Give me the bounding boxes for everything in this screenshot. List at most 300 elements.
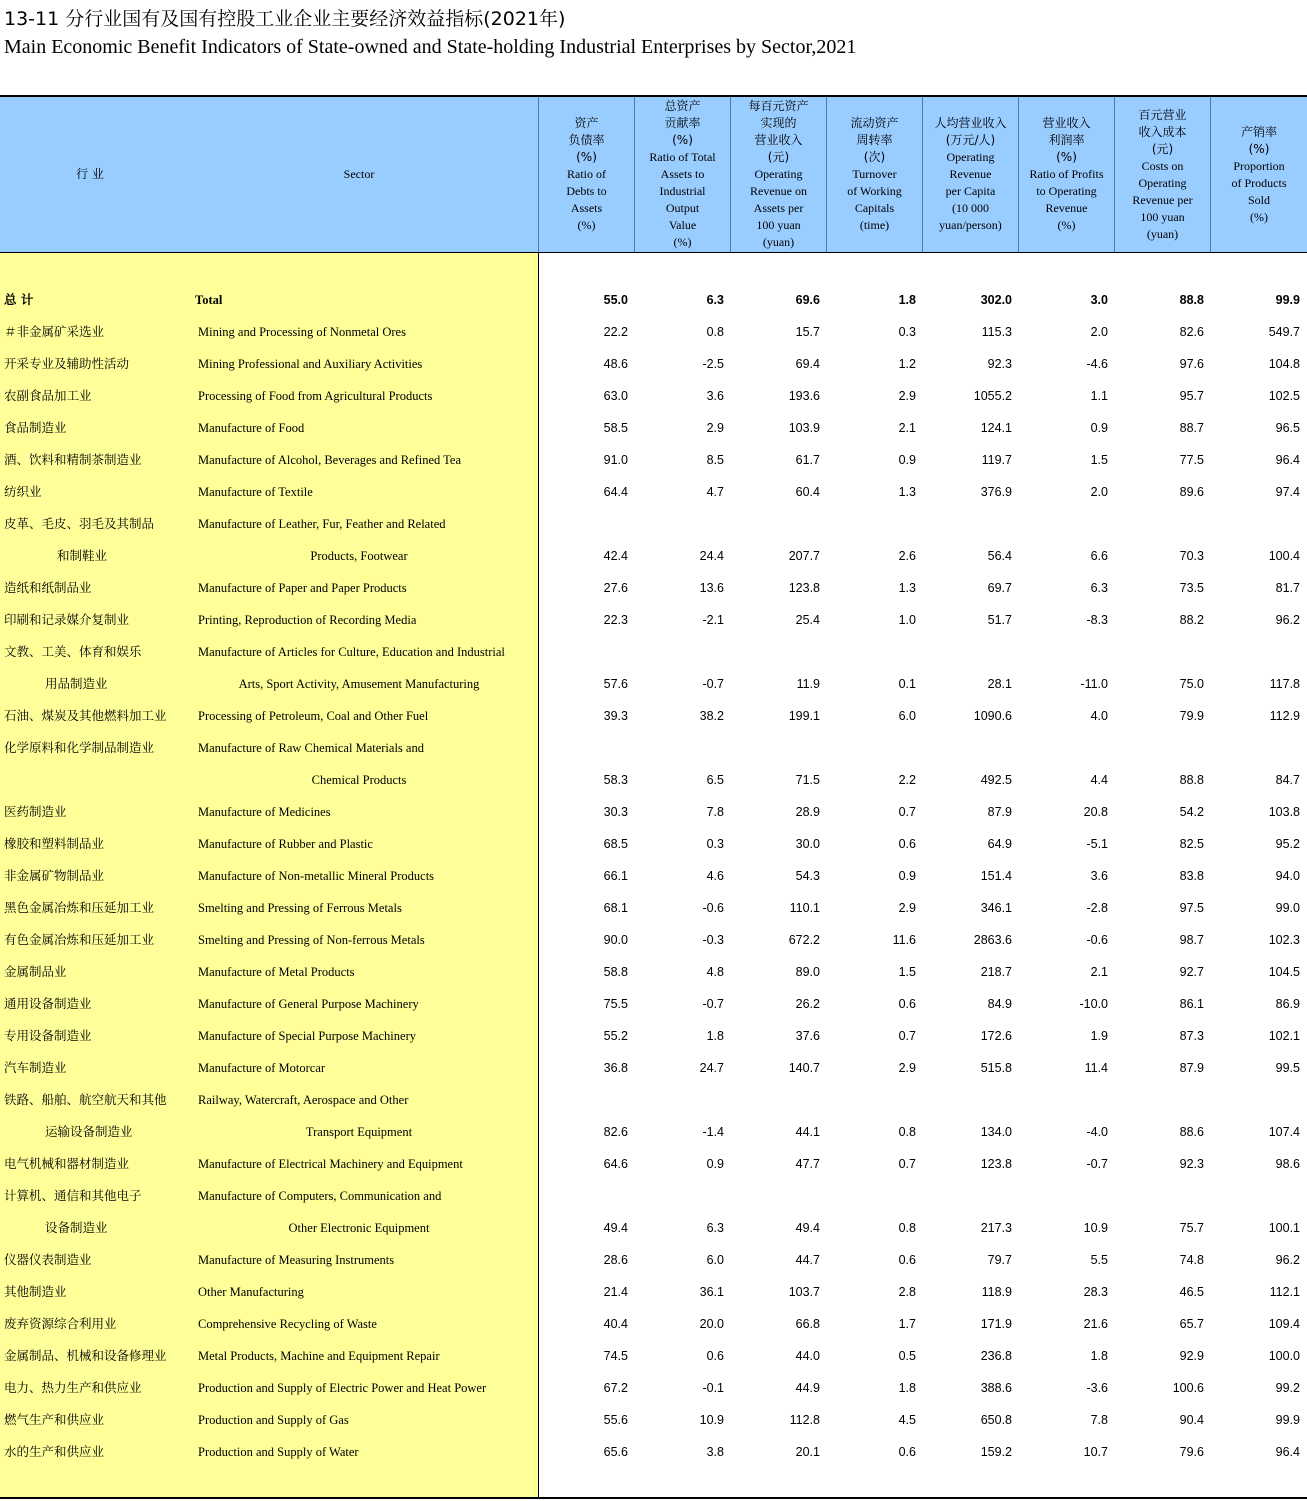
row-value: 0.5	[898, 1349, 916, 1363]
table-row	[0, 988, 1307, 1020]
row-label-en: Manufacture of Leather, Fur, Feather and Related	[198, 517, 446, 531]
table-header	[0, 97, 1307, 253]
row-value: 10.7	[1083, 1445, 1108, 1459]
table-row	[0, 1052, 1307, 1084]
row-value: 97.5	[1179, 901, 1204, 915]
row-label-cn: 金属制品业	[4, 964, 67, 979]
row-value: 2.0	[1090, 485, 1108, 499]
row-value: 119.7	[981, 453, 1012, 467]
row-value: 90.4	[1179, 1413, 1204, 1427]
row-label-en: Comprehensive Recycling of Waste	[198, 1317, 377, 1331]
row-value: 42.4	[603, 549, 628, 563]
row-value: 99.2	[1275, 1381, 1300, 1395]
row-value: 0.6	[898, 837, 916, 851]
row-value: 1090.6	[973, 709, 1012, 723]
row-label-en: Production and Supply of Electric Power and Heat Power	[198, 1381, 487, 1395]
row-value: 100.4	[1268, 549, 1300, 563]
row-label-en: Mining Professional and Auxiliary Activities	[198, 357, 423, 371]
row-value: 2.1	[1090, 965, 1108, 979]
table-row	[0, 732, 1307, 764]
row-value: 3.8	[706, 1445, 724, 1459]
row-label-cn: 设备制造业	[45, 1220, 108, 1235]
row-label-cn: 非金属矿物制品业	[4, 868, 105, 883]
row-value: 88.8	[1179, 293, 1204, 307]
row-label-en: Manufacture of General Purpose Machinery	[198, 997, 419, 1011]
row-label-en: Manufacture of Rubber and Plastic	[198, 837, 373, 851]
row-value: 115.3	[981, 325, 1012, 339]
row-value: 0.9	[706, 1157, 724, 1171]
row-label-cn: 和制鞋业	[57, 548, 108, 563]
row-value: -3.6	[1086, 1381, 1108, 1395]
row-value: 1.8	[898, 1381, 916, 1395]
row-value: 51.7	[987, 613, 1012, 627]
table-row	[0, 1084, 1307, 1116]
column-header-en: Ratio of Total Assets to Industrial Output Value (%)	[649, 150, 716, 249]
row-label-en: Chemical Products	[311, 773, 407, 787]
column-header-en: Operating Revenue per Capita (10 000 yuan/person)	[939, 150, 1002, 232]
column-header-cn: 资产 负债率 (%)	[568, 116, 605, 164]
row-value: 346.1	[980, 901, 1012, 915]
row-label-cn: 电气机械和器材制造业	[4, 1156, 130, 1171]
row-value: 3.6	[706, 389, 724, 403]
row-value: 87.9	[1179, 1061, 1204, 1075]
row-value: 28.6	[603, 1253, 628, 1267]
row-label-en: Manufacture of Measuring Instruments	[198, 1253, 395, 1267]
row-value: 55.2	[603, 1029, 628, 1043]
row-value: 97.6	[1179, 357, 1204, 371]
row-value: 30.3	[603, 805, 628, 819]
row-value: -8.3	[1086, 613, 1108, 627]
row-value: 98.7	[1179, 933, 1204, 947]
row-label-en: Railway, Watercraft, Aerospace and Other	[198, 1093, 409, 1107]
row-label-cn: 其他制造业	[4, 1284, 67, 1299]
table-row	[0, 380, 1307, 412]
row-value: 4.6	[706, 869, 724, 883]
row-value: 171.9	[980, 1317, 1012, 1331]
row-value: 21.6	[1083, 1317, 1108, 1331]
row-value: 75.0	[1179, 677, 1204, 691]
row-value: 15.7	[795, 325, 820, 339]
row-value: 64.6	[603, 1157, 628, 1171]
row-value: 60.4	[795, 485, 820, 499]
row-value: 6.3	[706, 1221, 724, 1235]
table-row	[0, 892, 1307, 924]
row-value: 64.4	[603, 485, 628, 499]
row-value: 96.5	[1275, 421, 1300, 435]
row-value: 0.7	[898, 1029, 916, 1043]
row-value: 99.9	[1275, 1413, 1300, 1427]
row-value: 117.8	[1269, 677, 1300, 691]
row-value: 90.0	[603, 933, 628, 947]
row-value: 95.2	[1275, 837, 1300, 851]
row-value: 492.5	[980, 773, 1012, 787]
table-row	[0, 700, 1307, 732]
row-value: 102.3	[1268, 933, 1300, 947]
row-label-cn: 燃气生产和供应业	[4, 1412, 105, 1427]
row-label-en: Manufacture of Electrical Machinery and Equipment	[198, 1157, 463, 1171]
row-value: 27.6	[603, 581, 628, 595]
row-label-cn: 废弃资源综合利用业	[4, 1316, 117, 1331]
table-row	[0, 860, 1307, 892]
row-value: 88.8	[1179, 773, 1204, 787]
table-row	[0, 540, 1307, 572]
row-value: 515.8	[980, 1061, 1012, 1075]
row-value: 193.6	[788, 389, 820, 403]
table-row	[0, 1276, 1307, 1308]
row-value: 8.5	[706, 453, 724, 467]
row-value: 2.8	[898, 1285, 916, 1299]
table-row	[0, 348, 1307, 380]
row-value: 92.7	[1179, 965, 1204, 979]
row-label-cn: 计算机、通信和其他电子	[4, 1188, 142, 1203]
row-value: 104.8	[1268, 357, 1300, 371]
row-value: 2.1	[898, 421, 916, 435]
row-value: 376.9	[980, 485, 1012, 499]
column-header-en: Proportion of Products Sold (%)	[1231, 158, 1287, 224]
row-value: 77.5	[1179, 453, 1204, 467]
row-value: 28.9	[795, 805, 820, 819]
row-label-cn: 运输设备制造业	[45, 1124, 133, 1139]
row-value: 74.5	[603, 1349, 628, 1363]
row-label-en: Production and Supply of Water	[198, 1445, 359, 1459]
table-row	[0, 796, 1307, 828]
header-industry-cn: 行 业	[76, 167, 104, 181]
row-label-en: Processing of Petroleum, Coal and Other Fuel	[198, 709, 429, 723]
row-value: 112.8	[789, 1413, 820, 1427]
row-value: 236.8	[980, 1349, 1012, 1363]
row-label-cn: 有色金属冶炼和压延加工业	[4, 932, 155, 947]
row-value: 97.4	[1275, 485, 1300, 499]
row-label-en: Manufacture of Motorcar	[198, 1061, 326, 1075]
row-label-cn: 石油、煤炭及其他燃料加工业	[4, 708, 167, 723]
row-label-cn: 医药制造业	[4, 804, 67, 819]
row-label-cn: 电力、热力生产和供应业	[4, 1380, 142, 1395]
row-value: -1.4	[702, 1125, 724, 1139]
row-value: 44.0	[795, 1349, 820, 1363]
row-label-cn: 食品制造业	[4, 420, 67, 435]
row-value: 118.9	[981, 1285, 1012, 1299]
column-header-cn: 产销率 (%)	[1240, 124, 1277, 156]
row-value: 0.8	[898, 1221, 916, 1235]
table-row	[0, 828, 1307, 860]
table-row	[0, 572, 1307, 604]
row-value: 94.0	[1275, 869, 1300, 883]
row-value: 102.5	[1268, 389, 1300, 403]
row-value: 0.8	[706, 325, 724, 339]
column-header	[922, 97, 1018, 252]
row-value: 74.8	[1179, 1253, 1204, 1267]
row-value: 88.7	[1179, 421, 1204, 435]
row-value: 82.6	[603, 1125, 628, 1139]
row-label-en: Production and Supply of Gas	[198, 1413, 349, 1427]
row-value: 3.6	[1090, 869, 1108, 883]
row-label-en: Printing, Reproduction of Recording Media	[198, 613, 417, 627]
row-value: 1.0	[898, 613, 916, 627]
bottom-rule	[0, 1497, 1307, 1499]
row-value: 87.9	[987, 805, 1012, 819]
row-value: 86.1	[1179, 997, 1204, 1011]
row-value: 10.9	[1083, 1221, 1108, 1235]
row-value: 38.2	[699, 709, 724, 723]
row-value: 123.8	[788, 581, 820, 595]
row-value: 0.6	[706, 1349, 724, 1363]
row-value: 69.4	[795, 357, 820, 371]
row-value: -0.6	[702, 901, 724, 915]
row-label-en: Mining and Processing of Nonmetal Ores	[198, 325, 406, 339]
row-value: 44.7	[795, 1253, 820, 1267]
table-row	[0, 1244, 1307, 1276]
row-value: 1.2	[898, 357, 916, 371]
page-title-en: Main Economic Benefit Indicators of State-owned and State-holding Industrial Enterprises by Sector,2021	[4, 36, 857, 58]
column-header	[634, 97, 730, 252]
row-label-cn: 造纸和纸制品业	[4, 580, 92, 595]
row-label-en: Other Manufacturing	[198, 1285, 304, 1299]
row-label-en: Arts, Sport Activity, Amusement Manufacturing	[238, 677, 480, 691]
row-value: 1.5	[898, 965, 916, 979]
row-value: 61.7	[795, 453, 820, 467]
row-value: 66.1	[603, 869, 628, 883]
row-value: 2.6	[898, 549, 916, 563]
row-label-cn: 化学原料和化学制品制造业	[4, 740, 155, 755]
row-value: 6.0	[898, 709, 916, 723]
row-label-en: Manufacture of Alcohol, Beverages and Refined Tea	[198, 453, 462, 467]
row-label-cn: 农副食品加工业	[4, 388, 92, 403]
row-value: -2.8	[1086, 901, 1108, 915]
row-value: 13.6	[699, 581, 724, 595]
table-row	[0, 1404, 1307, 1436]
row-value: 89.0	[795, 965, 820, 979]
row-value: 86.9	[1275, 997, 1300, 1011]
row-label-en: Manufacture of Paper and Paper Products	[198, 581, 407, 595]
row-value: 92.3	[987, 357, 1012, 371]
table-row	[0, 636, 1307, 668]
column-header-cn: 营业收入 利润率 (%)	[1042, 116, 1091, 164]
row-value: 55.0	[603, 293, 628, 307]
column-header-en: Costs on Operating Revenue per 100 yuan (yuan)	[1132, 158, 1193, 241]
row-value: 1.9	[1090, 1029, 1108, 1043]
row-value: 36.1	[699, 1285, 724, 1299]
row-value: 22.2	[603, 325, 628, 339]
row-value: 103.8	[1268, 805, 1300, 819]
table-row	[0, 508, 1307, 540]
row-value: 2.9	[706, 421, 724, 435]
table-row	[0, 764, 1307, 796]
row-value: 96.4	[1275, 453, 1300, 467]
row-value: 82.6	[1179, 325, 1204, 339]
row-value: 92.3	[1179, 1157, 1204, 1171]
row-label-en: Manufacture of Raw Chemical Materials and	[198, 741, 424, 755]
row-label-cn: 皮革、毛皮、羽毛及其制品	[4, 516, 155, 531]
row-label-en: Smelting and Pressing of Ferrous Metals	[198, 901, 402, 915]
row-value: 36.8	[603, 1061, 628, 1075]
row-value: 109.4	[1268, 1317, 1300, 1331]
row-label-en: Processing of Food from Agricultural Products	[198, 389, 433, 403]
row-value: 0.6	[898, 997, 916, 1011]
row-value: 82.5	[1179, 837, 1204, 851]
row-value: 0.3	[898, 325, 916, 339]
row-value: 96.2	[1275, 613, 1300, 627]
row-value: 2863.6	[973, 933, 1012, 947]
row-label-en: Manufacture of Textile	[198, 485, 313, 499]
column-header	[826, 97, 922, 252]
row-value: 84.7	[1275, 773, 1300, 787]
row-value: 0.7	[898, 805, 916, 819]
row-label-en: Other Electronic Equipment	[288, 1221, 430, 1235]
row-value: 104.5	[1268, 965, 1300, 979]
row-value: 71.5	[795, 773, 820, 787]
row-value: 39.3	[603, 709, 628, 723]
row-value: 37.6	[795, 1029, 820, 1043]
row-value: 100.6	[1172, 1381, 1204, 1395]
row-value: 0.6	[898, 1445, 916, 1459]
row-value: 75.7	[1179, 1221, 1204, 1235]
row-value: 24.7	[699, 1061, 724, 1075]
column-header-en: Operating Revenue on Assets per 100 yuan (yuan)	[750, 167, 807, 249]
row-value: 1.1	[1090, 389, 1108, 403]
column-header-cn: 总资产 贡献率 (%)	[664, 99, 701, 147]
row-value: 6.3	[1090, 581, 1108, 595]
row-value: 89.6	[1179, 485, 1204, 499]
row-value: 49.4	[603, 1221, 628, 1235]
row-label-en: Manufacture of Articles for Culture, Education and Industrial	[198, 645, 505, 659]
row-value: 6.6	[1090, 549, 1108, 563]
row-value: 7.8	[706, 805, 724, 819]
row-value: 6.5	[706, 773, 724, 787]
page-title-cn: 13-11 分行业国有及国有控股工业企业主要经济效益指标(2021年)	[4, 8, 566, 30]
row-label-en: Manufacture of Food	[198, 421, 305, 435]
row-value: 140.7	[788, 1061, 820, 1075]
row-value: 79.6	[1179, 1445, 1204, 1459]
row-value: -11.0	[1080, 677, 1108, 691]
row-value: 124.1	[980, 421, 1012, 435]
row-label-en: Manufacture of Medicines	[198, 805, 331, 819]
row-label-cn: 汽车制造业	[4, 1060, 67, 1075]
row-value: 46.5	[1179, 1285, 1204, 1299]
row-value: 49.4	[795, 1221, 820, 1235]
column-header-cn: 人均营业收入 (万元/人)	[934, 116, 1007, 147]
row-value: 0.9	[898, 453, 916, 467]
row-value: 112.9	[1269, 709, 1300, 723]
row-value: 10.9	[699, 1413, 724, 1427]
row-value: 44.9	[795, 1381, 820, 1395]
row-value: 48.6	[603, 357, 628, 371]
table-row	[0, 476, 1307, 508]
table-row	[0, 924, 1307, 956]
row-value: 58.3	[603, 773, 628, 787]
row-value: 96.2	[1275, 1253, 1300, 1267]
row-value: 2.9	[898, 389, 916, 403]
row-value: 1.7	[898, 1317, 916, 1331]
table-row	[0, 1148, 1307, 1180]
row-value: 0.9	[898, 869, 916, 883]
row-value: 73.5	[1179, 581, 1204, 595]
row-value: 1.8	[898, 293, 916, 307]
row-value: 6.0	[706, 1253, 724, 1267]
row-label-en: Manufacture of Non-metallic Mineral Products	[198, 869, 435, 883]
row-value: 96.4	[1275, 1445, 1300, 1459]
row-label-cn: 金属制品、机械和设备修理业	[4, 1348, 167, 1363]
row-label-en: Transport Equipment	[305, 1125, 413, 1139]
row-value: 2.9	[898, 901, 916, 915]
row-value: 0.3	[706, 837, 724, 851]
row-label-cn: 纺织业	[4, 484, 42, 499]
row-value: -0.1	[702, 1381, 724, 1395]
row-value: 11.9	[796, 677, 820, 691]
row-value: 69.7	[987, 581, 1012, 595]
row-value: 123.8	[980, 1157, 1012, 1171]
row-label-en: Manufacture of Special Purpose Machinery	[198, 1029, 416, 1043]
row-value: 100.1	[1268, 1221, 1300, 1235]
row-value: 0.8	[898, 1125, 916, 1139]
row-value: 79.9	[1179, 709, 1204, 723]
row-value: 4.0	[1090, 709, 1108, 723]
column-header	[538, 97, 634, 252]
row-value: 207.7	[788, 549, 820, 563]
row-value: 1.3	[898, 581, 916, 595]
row-value: 98.6	[1275, 1157, 1300, 1171]
row-value: 302.0	[980, 293, 1012, 307]
table-row	[0, 284, 1307, 316]
row-value: 11.4	[1084, 1061, 1108, 1075]
row-label-cn: 铁路、船舶、航空航天和其他	[4, 1092, 167, 1107]
row-value: 100.0	[1268, 1349, 1300, 1363]
row-value: 1.5	[1090, 453, 1108, 467]
row-value: 22.3	[603, 613, 628, 627]
row-value: 54.3	[795, 869, 820, 883]
row-label-cn: 通用设备制造业	[4, 996, 92, 1011]
column-header	[1114, 97, 1210, 252]
row-value: 81.7	[1275, 581, 1300, 595]
row-value: 4.4	[1090, 773, 1108, 787]
row-value: 99.0	[1275, 901, 1300, 915]
row-value: -0.7	[702, 677, 724, 691]
row-value: 58.8	[603, 965, 628, 979]
row-value: 95.7	[1179, 389, 1204, 403]
row-label-cn: 用品制造业	[45, 676, 108, 691]
row-label-cn: 文教、工美、体育和娱乐	[4, 644, 142, 659]
row-value: 99.5	[1275, 1061, 1300, 1075]
row-value: -0.3	[702, 933, 724, 947]
table-row	[0, 1340, 1307, 1372]
row-value: 218.7	[980, 965, 1012, 979]
column-header	[1210, 97, 1307, 252]
column-header	[1018, 97, 1114, 252]
row-value: 68.1	[603, 901, 628, 915]
column-header-en: Ratio of Debts to Assets (%)	[566, 167, 607, 232]
row-value: 84.9	[987, 997, 1012, 1011]
table-row	[0, 604, 1307, 636]
row-value: 0.9	[1090, 421, 1108, 435]
table-row	[0, 1180, 1307, 1212]
row-value: 549.7	[1268, 325, 1300, 339]
table-row	[0, 1212, 1307, 1244]
row-value: 54.2	[1179, 805, 1204, 819]
row-label-cn: 总 计	[4, 292, 34, 307]
row-value: 11.6	[892, 933, 916, 947]
row-value: 63.0	[603, 389, 628, 403]
row-value: 28.3	[1083, 1285, 1108, 1299]
table-row	[0, 316, 1307, 348]
row-value: 26.2	[795, 997, 820, 1011]
row-label-en: Products, Footwear	[310, 549, 408, 563]
header-sector-en: Sector	[343, 167, 375, 181]
row-value: 1055.2	[973, 389, 1012, 403]
row-value: -0.7	[1086, 1157, 1108, 1171]
row-value: -2.1	[702, 613, 724, 627]
row-value: 83.8	[1179, 869, 1204, 883]
row-label-en: Manufacture of Metal Products	[198, 965, 355, 979]
row-value: 0.1	[898, 677, 916, 691]
